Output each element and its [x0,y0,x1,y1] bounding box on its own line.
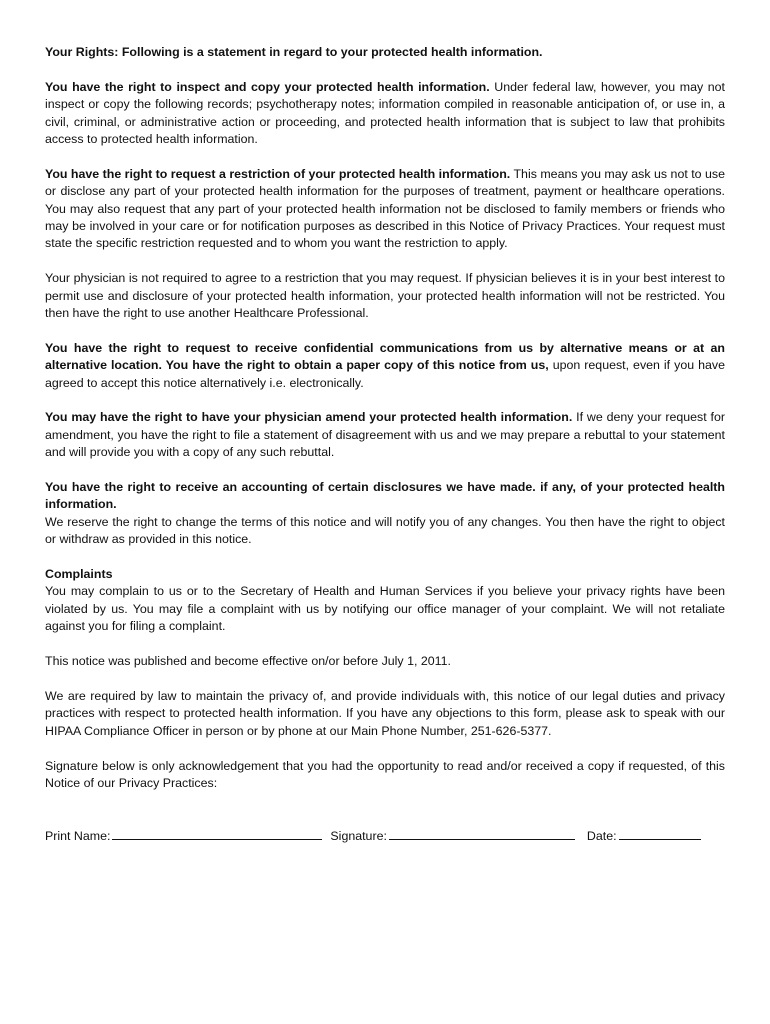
signature-label: Signature: [330,829,387,844]
acknowledgement-paragraph: Signature below is only acknowledgement that you had the opportunity to read and/or received a copy if requested, of this Notice of our Privacy Practices: [45,758,725,790]
date-label: Date: [586,829,617,844]
restriction-lead: You have the right to request a restriction of your protected health information. [45,166,511,181]
inspect-text: Under federal law, however, you may not inspect or copy the following records; psychotherapy notes; information compiled in reasonable anticipation of, or use in, a civil, criminal, or administrative action or proceeding, and protected health information that is subject to law that prohibits access to protected health information. [45,79,725,147]
amend-paragraph [45,409,725,461]
complaints-paragraph [45,566,725,636]
privacy-notice-document [45,44,725,846]
complaints-heading: Complaints [45,567,113,582]
print-name-label: Print Name: [45,829,111,844]
confidential-lead: You have the right to request to receive confidential communications from us by alternative means or at an alternative location. You have the right to obtain a paper copy of this notice from us, [45,340,725,373]
accounting-paragraph [45,479,725,549]
complaints-text: You may complain to us or to the Secretary of Health and Human Services if you believe your privacy rights have been violated by us. You may file a complaint with us by notifying our office manager of your complaint. We will not retaliate against you for filing a complaint. [45,584,725,634]
print-name-field[interactable] [112,826,322,840]
restriction-paragraph [45,166,725,253]
confidential-text: upon request, even if you have agreed to accept this notice alternatively i.e. electronically. [45,358,725,390]
inspect-paragraph [45,79,725,149]
signature-field[interactable] [389,826,575,840]
required-paragraph: We are required by law to maintain the privacy of, and provide individuals with, this notice of our legal duties and privacy practices with respect to protected health information. If you have any objections to this form, please ask to speak with our HIPAA Compliance Officer in person or by phone at our Main Phone Number, 251-626-5377. [45,688,725,738]
inspect-lead: You have the right to inspect and copy your protected health information. [45,79,490,94]
signature-row [45,826,725,845]
accounting-lead: You have the right to receive an accounting of certain disclosures we have made. if any, of your protected health information. [45,480,725,512]
effective-paragraph: This notice was published and become effective on/or before July 1, 2011. [45,654,451,669]
rights-heading: Your Rights: Following is a statement in regard to your protected health information. [45,45,543,59]
physician-paragraph: Your physician is not required to agree to a restriction that you may request. If physician believes it is in your best interest to permit use and disclosure of your protected health information, your protected health information will not be restricted. You then have the right to use another Healthcare Professional. [45,271,725,321]
confidential-paragraph [45,340,725,392]
restriction-text: This means you may ask us not to use or disclose any part of your protected health information for the purposes of treatment, payment or healthcare operations. You may also request that any part of your protected health information not be disclosed to family members or friends who may be involved in your care or for notification purposes as described in this Notice of Privacy Practices. Your request must state the specific restriction requested and to whom you want the restriction to apply. [45,166,725,251]
accounting-text: We reserve the right to change the terms of this notice and will notify you of any changes. You then have the right to object or withdraw as provided in this notice. [45,514,725,547]
amend-lead: You may have the right to have your physician amend your protected health information. [45,410,573,425]
amend-text: If we deny your request for amendment, you have the right to file a statement of disagreement with us and we may prepare a rebuttal to your statement and will provide you with a copy of any such rebuttal. [45,410,725,460]
date-field[interactable] [619,826,701,840]
